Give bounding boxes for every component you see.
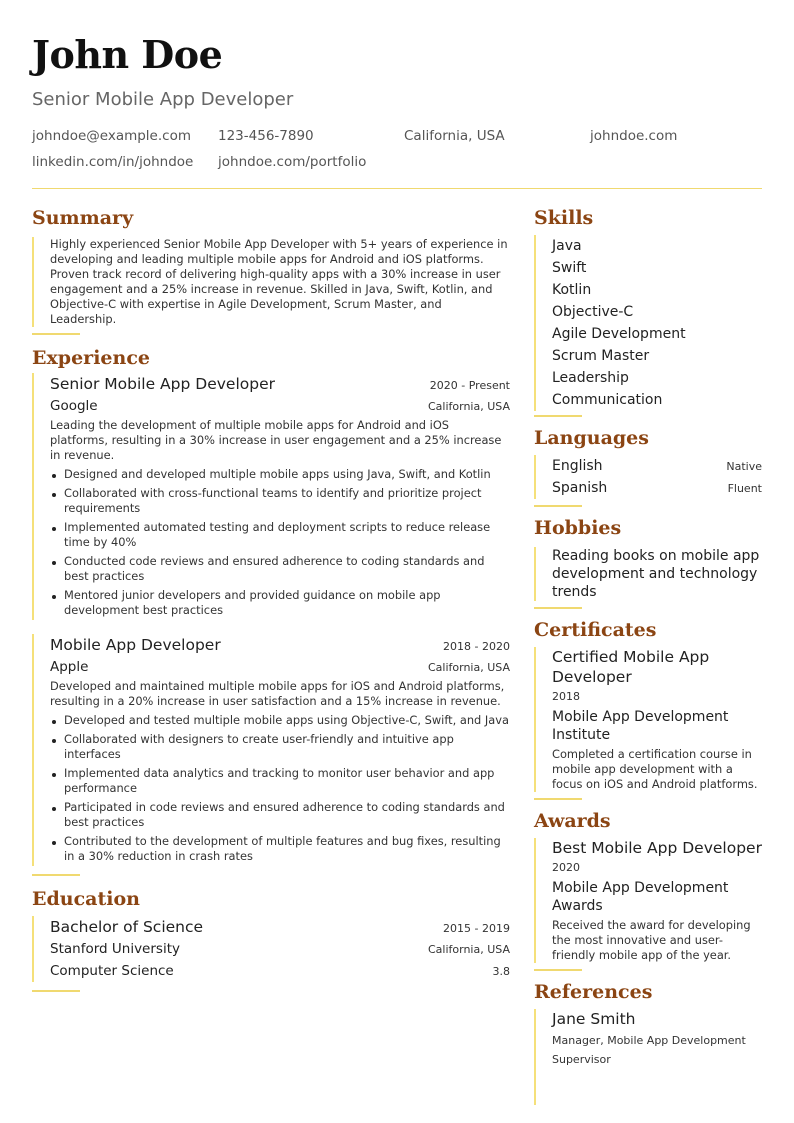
school: Stanford University [50,941,180,957]
skill-item: Agile Development [552,326,686,342]
candidate-name: John Doe [32,32,223,77]
skill-item: Communication [552,392,663,408]
contact-phone[interactable]: 123-456-7890 [218,128,314,144]
degree: Bachelor of Science [50,918,204,936]
skill-item: Leadership [552,370,629,386]
section-divider [534,415,582,417]
language-level: Fluent [727,482,762,495]
summary-heading: Summary [32,207,134,229]
language-name: Spanish [552,480,608,496]
skill-item: Scrum Master [552,348,650,364]
hobbies-heading: Hobbies [534,517,622,539]
reference-entry [534,1009,762,1105]
contact-linkedin[interactable]: linkedin.com/in/johndoe [32,154,194,170]
list-item: Implemented data analytics and tracking to monitor user behavior and app performance [50,766,510,796]
reference-name: Jane Smith [552,1010,636,1028]
section-divider [534,607,582,609]
job-description: Developed and maintained multiple mobile apps for iOS and Android platforms, resulting in a 20% increase in user satisfaction and a 15% increase in revenue. [50,679,505,708]
languages-heading: Languages [534,427,649,449]
certificates-heading: Certificates [534,619,657,641]
hobby-item: Reading books on mobile app development and technology trends [552,548,760,600]
skills-list [534,235,762,411]
list-item: Collaborated with designers to create user-friendly and intuitive app interfaces [50,732,510,762]
sidebar-column [534,205,762,1105]
job-description: Leading the development of multiple mobile apps for Android and iOS platforms, resulting in a 30% increase in user engagement and a 25% increase in revenue. [50,418,502,462]
job-dates: 2018 - 2020 [443,640,510,653]
main-column [32,205,510,992]
candidate-role: Senior Mobile App Developer [32,89,294,110]
references-heading: References [534,981,653,1003]
contact-email[interactable]: johndoe@example.com [32,128,191,144]
contact-location: California, USA [404,128,505,144]
section-divider [32,990,80,992]
list-item: Participated in code reviews and ensured adherence to coding standards and best practices [50,800,510,830]
certificate-entry [534,647,762,792]
languages-list [534,455,762,499]
language-level: Native [726,460,762,473]
education-entry [32,916,510,982]
job-title: Senior Mobile App Developer [50,375,275,393]
contact-info [32,128,762,171]
list-item: Developed and tested multiple mobile apps using Objective-C, Swift, and Java [50,713,510,728]
summary-text: Highly experienced Senior Mobile App Developer with 5+ years of experience in developing and leading multiple mobile apps for Android and iOS platforms. Proven track record of delivering high-quality apps with a 30% increase in user engagement and a 25% increase in revenue. Skilled in Java, Swift, Kotlin, and Objective-C with expertise in Agile Development, Scrum Master, and Leadership. [50,237,508,326]
list-item: Contributed to the development of multiple features and bug fixes, resulting in a 30% reduction in crash rates [50,834,510,864]
education-heading: Education [32,888,140,910]
education-dates: 2015 - 2019 [443,922,510,935]
job-title: Mobile App Developer [50,636,221,654]
job-bullets [50,713,510,864]
award-description: Received the award for developing the most innovative and user-friendly mobile app of the year. [552,918,751,962]
award-year: 2020 [552,861,580,874]
skills-heading: Skills [534,207,594,229]
list-item: Mentored junior developers and provided guidance on mobile app development best practices [50,588,510,618]
section-divider [32,333,80,335]
contact-website[interactable]: johndoe.com [590,128,678,144]
summary-section [32,237,510,327]
certificate-title: Certified Mobile App Developer [552,648,710,686]
section-divider [534,969,582,971]
job-location: California, USA [428,400,510,413]
awards-heading: Awards [534,810,611,832]
section-divider [534,798,582,800]
job-entry [32,634,510,866]
certificate-issuer: Mobile App Development Institute [552,709,729,743]
job-company: Google [50,398,98,414]
job-company: Apple [50,659,89,675]
reference-role: Manager, Mobile App Development Supervisor [552,1034,746,1066]
section-divider [534,505,582,507]
job-location: California, USA [428,661,510,674]
section-divider [32,874,80,876]
skill-item: Swift [552,260,587,276]
skill-item: Java [552,238,582,254]
award-entry [534,838,762,963]
list-item: Conducted code reviews and ensured adherence to coding standards and best practices [50,554,510,584]
award-title: Best Mobile App Developer [552,839,762,857]
job-bullets [50,467,510,618]
header-divider [32,188,762,189]
hobbies-list [534,547,762,601]
skill-item: Objective-C [552,304,634,320]
gpa: 3.8 [492,965,510,978]
experience-heading: Experience [32,347,150,369]
list-item: Implemented automated testing and deployment scripts to reduce release time by 40% [50,520,510,550]
list-item: Designed and developed multiple mobile apps using Java, Swift, and Kotlin [50,467,510,482]
list-item: Collaborated with cross-functional teams to identify and prioritize project requirements [50,486,510,516]
school-location: California, USA [428,943,510,956]
language-name: English [552,458,603,474]
job-entry [32,373,510,620]
certificate-description: Completed a certification course in mobile app development with a focus on iOS and Android platforms. [552,747,758,791]
certificate-year: 2018 [552,690,580,703]
contact-portfolio[interactable]: johndoe.com/portfolio [218,154,367,170]
skill-item: Kotlin [552,282,592,298]
award-issuer: Mobile App Development Awards [552,880,729,914]
job-dates: 2020 - Present [429,379,510,392]
field-of-study: Computer Science [50,963,174,979]
